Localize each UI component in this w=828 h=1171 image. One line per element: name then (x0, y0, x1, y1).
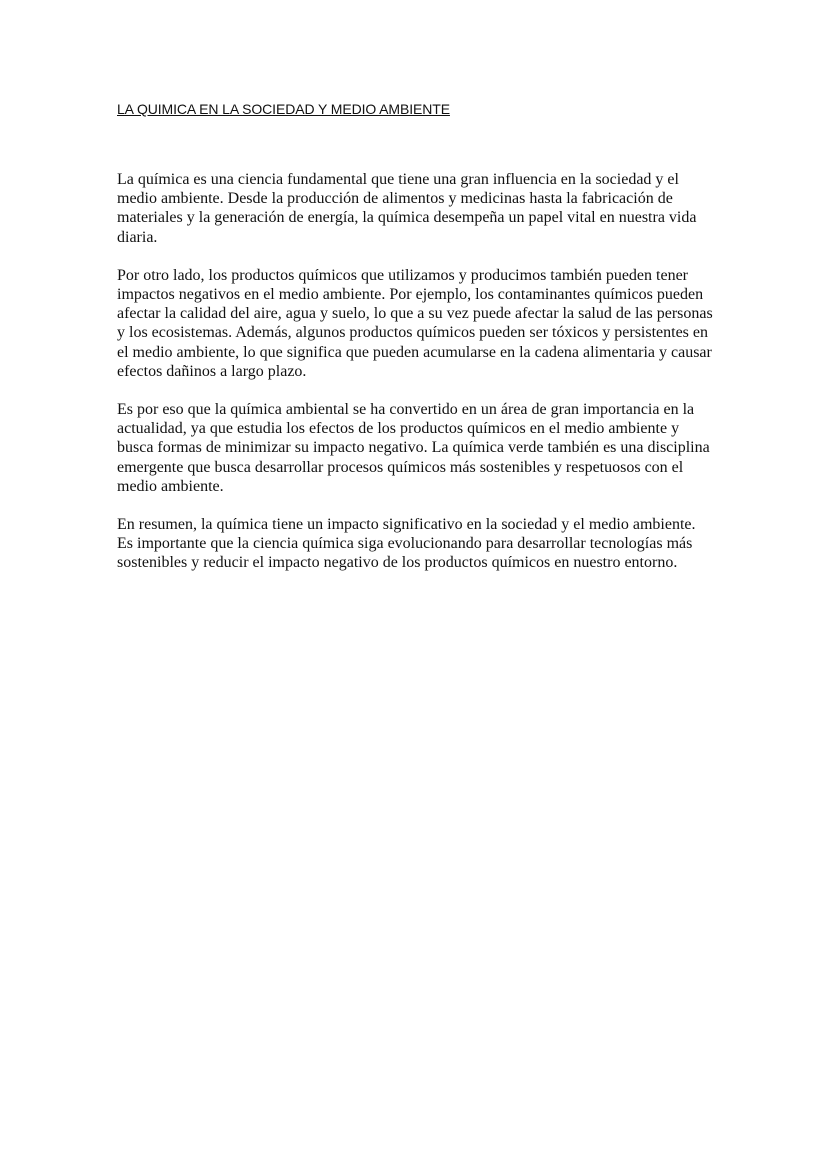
paragraph-summary: En resumen, la química tiene un impacto significativo en la sociedad y el medio ambiente. Es importante que la ciencia química siga evolucionando para desarrollar tecnologías más sostenibles y reducir el impacto negativo de los productos químicos en nuestro entorno. (117, 516, 696, 572)
paragraph-negative-impacts: Por otro lado, los productos químicos que utilizamos y producimos también pueden tener impactos negativos en el medio ambiente. Por ejemplo, los contaminantes químicos pueden afectar la calidad del aire, agua y suelo, lo que a su vez puede afectar la salud de las personas y los ecosistemas. Además, algunos productos químicos pueden ser tóxicos y persistentes en el medio ambiente, lo que significa que pueden acumularse en la cadena alimentaria y causar efectos dañinos a largo plazo. (117, 266, 713, 380)
document-title: LA QUIMICA EN LA SOCIEDAD Y MEDIO AMBIENTE (117, 101, 450, 117)
paragraph-environmental-chemistry: Es por eso que la química ambiental se ha convertido en un área de gran importancia en la actualidad, ya que estudia los efectos de los productos químicos en el medio ambiente y busca formas de minimizar su impacto negativo. La química verde también es una disciplina emergente que busca desarrollar procesos químicos más sostenibles y respetuosos con el medio ambiente. (117, 401, 710, 495)
document-body (117, 100, 713, 592)
paragraph-intro: La química es una ciencia fundamental que tiene una gran influencia en la sociedad y el medio ambiente. Desde la producción de alimentos y medicinas hasta la fabricación de materiales y la generación de energía, la química desempeña un papel vital en nuestra vida diaria. (117, 171, 697, 246)
